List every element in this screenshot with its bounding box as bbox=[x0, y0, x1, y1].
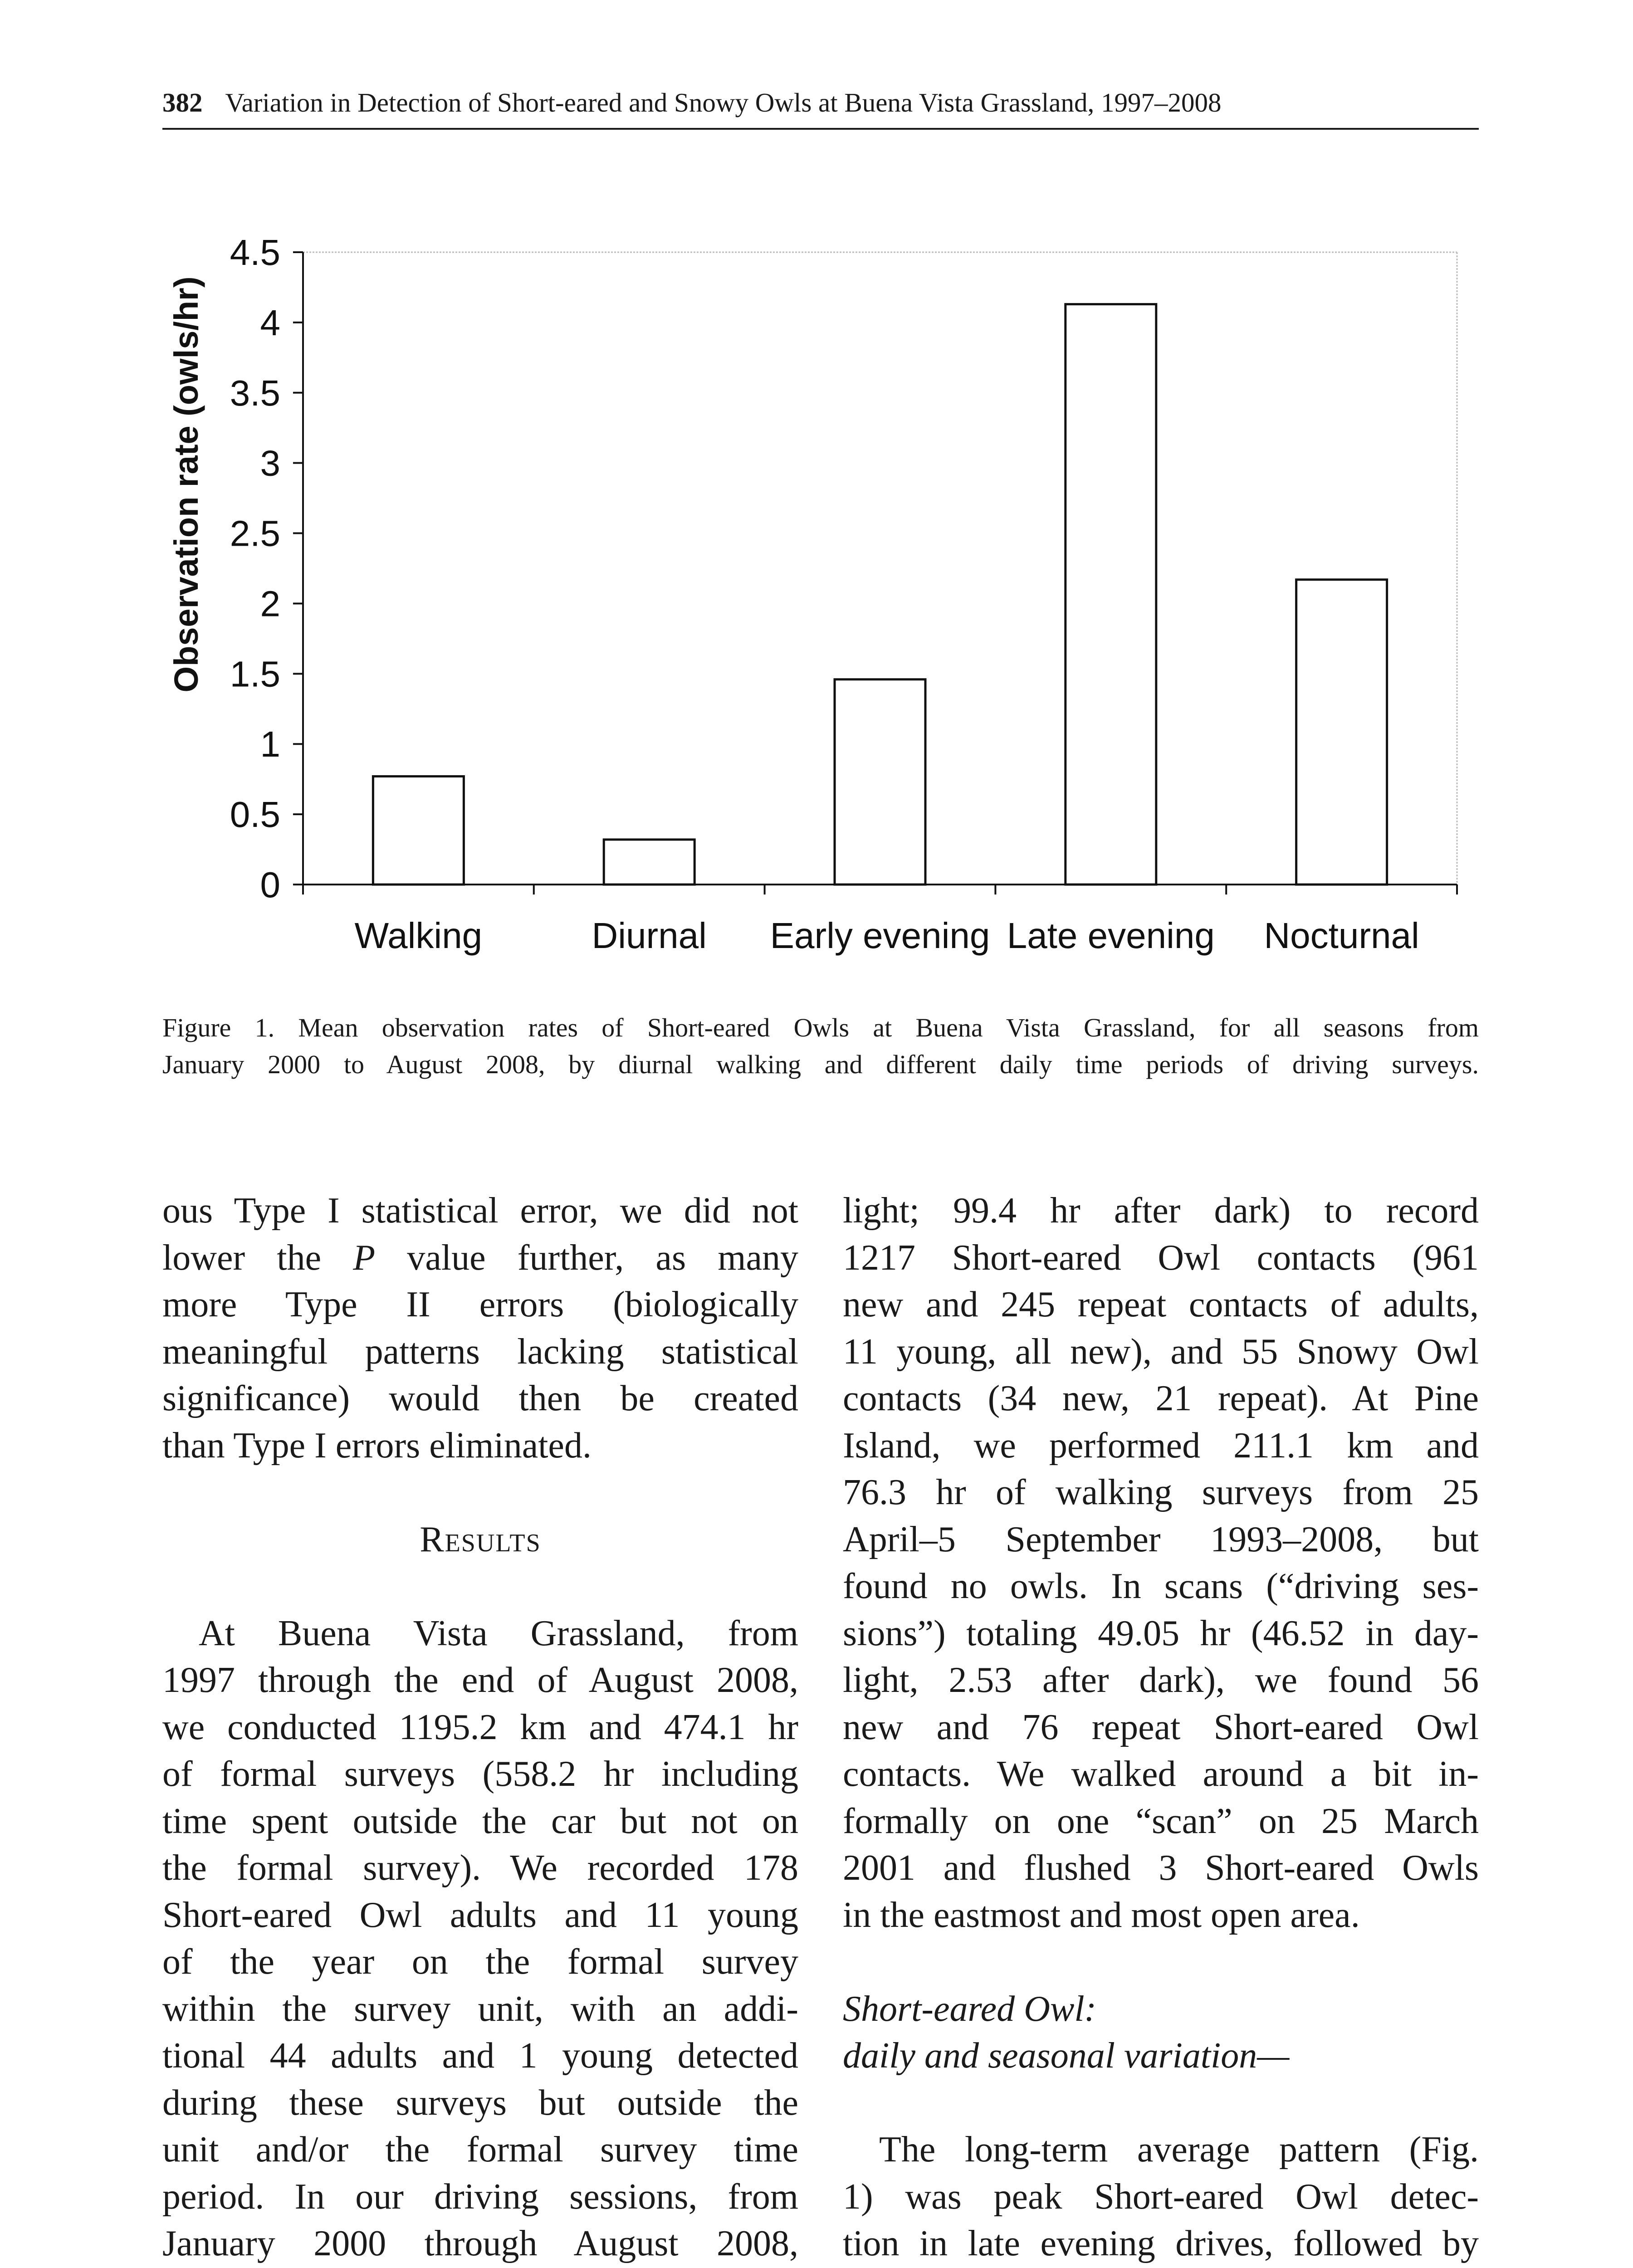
text-line: in the eastmost and most open area. bbox=[843, 1895, 1360, 1935]
text-line: The long-term average pattern (Fig. bbox=[879, 2130, 1479, 2170]
caption-line: January 2000 to August 2008, by diurnal walking and different daily time periods of driving surveys. bbox=[162, 1050, 1479, 1079]
text-line: Short-eared Owl adults and 11 young bbox=[162, 1895, 798, 1935]
y-tick-label: 2 bbox=[260, 583, 280, 624]
text-line: January 2000 through August 2008, bbox=[162, 2224, 798, 2263]
text-line: found no owls. In scans (“driving ses- bbox=[843, 1566, 1479, 1606]
text-line: we conducted 1195.2 km and 474.1 hr bbox=[162, 1707, 798, 1747]
text-line: meaningful patterns lacking statistical bbox=[162, 1331, 798, 1372]
text-line: contacts (34 new, 21 repeat). At Pine bbox=[843, 1378, 1479, 1418]
y-axis-ticks bbox=[230, 232, 303, 905]
text-line: new and 245 repeat contacts of adults, bbox=[843, 1285, 1479, 1325]
text-line: formally on one “scan” on 25 March bbox=[843, 1801, 1479, 1841]
x-tick-label: Late evening bbox=[1007, 915, 1215, 956]
text-line: unit and/or the formal survey time bbox=[162, 2130, 798, 2170]
text-line: 1217 Short-eared Owl contacts (961 bbox=[843, 1237, 1479, 1278]
y-tick-label: 2.5 bbox=[230, 513, 280, 554]
text-line: light, 2.53 after dark), we found 56 bbox=[843, 1660, 1479, 1700]
text-line: the formal survey). We recorded 178 bbox=[162, 1848, 798, 1888]
text-line: during these surveys but outside the bbox=[162, 2082, 798, 2123]
x-tick-label: Walking bbox=[354, 915, 483, 956]
text-line: within the survey unit, with an addi- bbox=[162, 1989, 798, 2029]
text-line: new and 76 repeat Short-eared Owl bbox=[843, 1707, 1479, 1747]
text-line: 1) was peak Short-eared Owl detec- bbox=[843, 2176, 1479, 2217]
y-tick-label: 1.5 bbox=[230, 654, 280, 694]
text-line: 11 young, all new), and 55 Snowy Owl bbox=[843, 1331, 1479, 1372]
bars bbox=[373, 304, 1387, 885]
bar bbox=[604, 840, 694, 885]
left-column bbox=[162, 1188, 798, 2268]
text-line: tional 44 adults and 1 young detected bbox=[162, 2036, 798, 2076]
x-tick-label: Early evening bbox=[770, 915, 990, 956]
running-title: Variation in Detection of Short-eared and Snowy Owls at Buena Vista Grassland, 1997–2008 bbox=[225, 88, 1222, 117]
bar-chart bbox=[0, 0, 1633, 989]
results-heading: Results bbox=[420, 1519, 541, 1559]
text-line: ous Type I statistical error, we did not bbox=[162, 1191, 798, 1231]
text-line: of the year on the formal survey bbox=[162, 1942, 798, 1982]
text-line: 2001 and flushed 3 Short-eared Owls bbox=[843, 1848, 1479, 1888]
figure-caption bbox=[162, 1009, 1479, 1083]
right-column bbox=[843, 1188, 1479, 2268]
text-line: light; 99.4 hr after dark) to record bbox=[843, 1191, 1479, 1231]
text-line: tion in late evening drives, followed by bbox=[843, 2224, 1479, 2263]
y-tick-label: 1 bbox=[260, 724, 280, 765]
text-line: contacts. We walked around a bit in- bbox=[843, 1754, 1479, 1794]
bar bbox=[1296, 580, 1387, 885]
x-tick-label: Nocturnal bbox=[1264, 915, 1419, 956]
bar bbox=[1066, 304, 1156, 885]
text-line: Island, we performed 211.1 km and bbox=[843, 1425, 1479, 1466]
y-tick-label: 4.5 bbox=[230, 232, 280, 273]
y-tick-label: 3.5 bbox=[230, 372, 280, 413]
text-line: of formal surveys (558.2 hr including bbox=[162, 1754, 798, 1794]
text-line: April–5 September 1993–2008, but bbox=[843, 1519, 1479, 1559]
y-tick-label: 0.5 bbox=[230, 794, 280, 835]
y-tick-label: 0 bbox=[260, 865, 280, 905]
text-line: 76.3 hr of walking surveys from 25 bbox=[843, 1472, 1479, 1512]
y-axis-label: Observation rate (owls/hr) bbox=[167, 276, 205, 693]
text-line: 1997 through the end of August 2008, bbox=[162, 1660, 798, 1700]
text-line: significance) would then be created bbox=[162, 1378, 798, 1418]
x-tick-label: Diurnal bbox=[592, 915, 707, 956]
caption-line: Figure 1. Mean observation rates of Short-eared Owls at Buena Vista Grassland, for all seasons from bbox=[162, 1013, 1479, 1042]
section-subheading: daily and seasonal variation— bbox=[843, 2036, 1290, 2076]
text-line: At Buena Vista Grassland, from bbox=[199, 1613, 798, 1653]
page-number: 382 bbox=[162, 88, 203, 117]
bar bbox=[835, 679, 925, 885]
text-line: than Type I errors eliminated. bbox=[162, 1425, 592, 1466]
text-line: period. In our driving sessions, from bbox=[162, 2176, 798, 2217]
section-subheading: Short-eared Owl: bbox=[843, 1989, 1097, 2029]
text-line: more Type II errors (biologically bbox=[162, 1285, 798, 1325]
x-axis-ticks bbox=[303, 885, 1457, 956]
y-tick-label: 3 bbox=[260, 443, 280, 484]
text-line: lower the P value further, as many bbox=[162, 1237, 798, 1278]
text-line: time spent outside the car but not on bbox=[162, 1801, 798, 1841]
text-line: sions”) totaling 49.05 hr (46.52 in day- bbox=[843, 1613, 1479, 1653]
y-tick-label: 4 bbox=[260, 302, 280, 343]
bar bbox=[373, 776, 464, 885]
